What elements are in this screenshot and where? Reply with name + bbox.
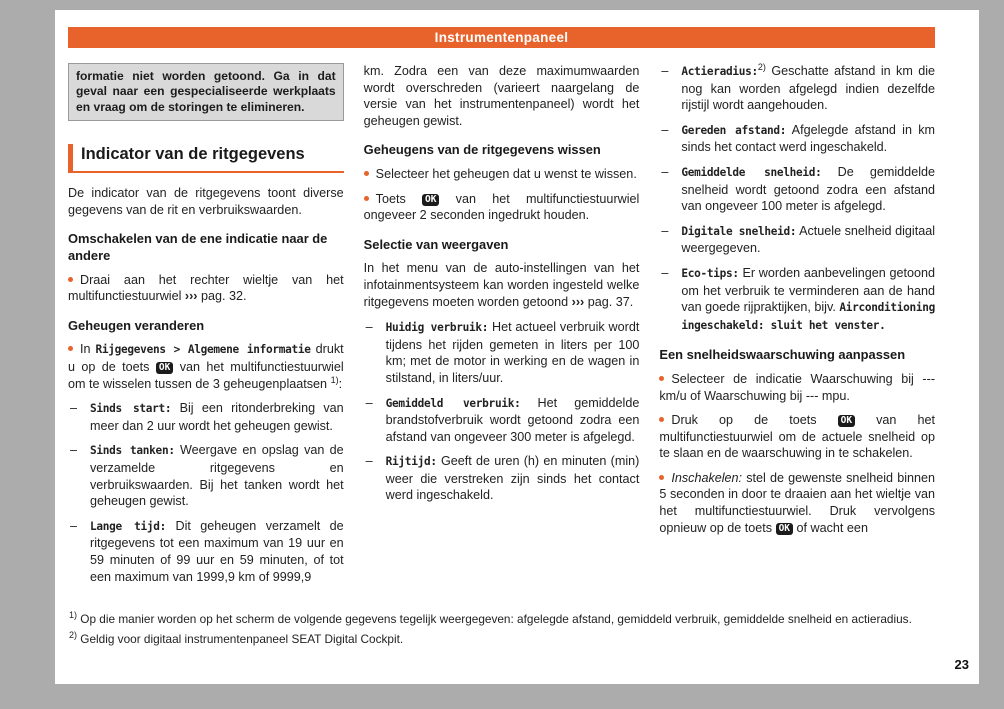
dash-item-text: Huidig verbruik: Het actueel verbruik wordt tijdens het rijden gemeten in liters per 100 km; met de motor in werking en de wagen in stilstand, in liters/uur. bbox=[385, 320, 640, 385]
footnote-1: $^{1)}$ Op die manier worden op het scherm de volgende gegevens tegelijk weergegeven: afgelegde afstand, gemiddeld verbruik, gemiddelde snelheid en actieradius. bbox=[69, 610, 912, 626]
subheading-display-selection: Selectie van weergaven bbox=[363, 236, 509, 252]
footnote-2: $^{2)}$ Geldig voor digitaal instrumentenpaneel SEAT Digital Cockpit. bbox=[69, 630, 404, 646]
bullet-text: Selecteer het geheugen dat u wenst te wissen. bbox=[375, 166, 637, 181]
dash-item-text: Gemiddelde snelheid: De gemiddelde snelheid wordt getoond zodra een afstand van ongeveer 100 meter is afgelegd. bbox=[681, 164, 936, 214]
page-number: 23 bbox=[954, 657, 969, 672]
page-content bbox=[68, 63, 935, 593]
dash-item-actieradius bbox=[659, 63, 935, 114]
bullet-marker-icon bbox=[364, 171, 369, 176]
dash-item-text: Gemiddeld verbruik: Het gemiddelde brandstofverbruik wordt getoond zodra een afstand van ongeveer 300 meter is afgelegd. bbox=[385, 395, 640, 444]
bullet-marker-icon bbox=[659, 417, 664, 422]
subheading-speed-warning: Een snelheidswaarschuwing aanpassen bbox=[659, 347, 906, 363]
dash-marker: – bbox=[365, 395, 373, 410]
dash-item-text: Sinds tanken: Weergave en opslag van de verzamelde ritgegevens en verbruikswaarden. Bij het tanken wordt het geheugen gewist. bbox=[90, 443, 344, 509]
footnotes bbox=[69, 610, 935, 650]
bullet-text: Draai aan het rechter wieltje van het multifunctiestuurwiel ››› pag. 32. bbox=[68, 272, 344, 304]
selection-intro-paragraph: In het menu van de auto-instellingen van het infotainmentsysteem kan worden ingesteld welke ritgegevens moeten worden getoond ››› pag. 37. bbox=[363, 261, 640, 309]
bullet-text: Druk op de toets OK van het multifunctiestuurwiel om de actuele snelheid op te slaan en de waarschuwing in te schakelen. bbox=[659, 413, 936, 461]
bullet-marker-icon bbox=[364, 196, 369, 201]
column-middle bbox=[364, 63, 640, 593]
dash-marker: – bbox=[661, 265, 669, 280]
dash-item-gemiddelde-snelheid bbox=[659, 164, 935, 215]
bullet-item-press-ok bbox=[659, 412, 935, 462]
subheading-switch-display: Omschakelen van de ene indicatie naar de andere bbox=[68, 231, 328, 263]
subheading-change-memory: Geheugen veranderen bbox=[68, 317, 205, 333]
dash-item-text: Sinds start: Bij een ritonderbreking van meer dan 2 uur wordt het geheugen gewist. bbox=[90, 401, 344, 433]
dash-item-text: Actieradius:$^{2)}$ Geschatte afstand in km die nog kan worden afgelegd indien dezelfde rijstijl wordt aangehouden. bbox=[681, 61, 936, 113]
chapter-header-bar bbox=[68, 27, 935, 48]
bullet-item-memory bbox=[68, 341, 344, 392]
subheading-clear-memory: Geheugens van de ritgegevens wissen bbox=[363, 142, 601, 158]
dash-item-sinds-start bbox=[68, 400, 344, 434]
bullet-marker-icon bbox=[659, 475, 664, 480]
bullet-item-select-memory bbox=[364, 166, 640, 183]
dash-item-eco-tips bbox=[659, 265, 935, 334]
dash-item-sinds-tanken bbox=[68, 442, 344, 509]
column-right bbox=[659, 63, 935, 593]
manual-page bbox=[55, 10, 979, 684]
chapter-title: Instrumentenpaneel bbox=[434, 30, 569, 45]
continuation-paragraph: km. Zodra een van deze maximumwaarden wordt overschreden (varieert naargelang de versie van het instrumentenpaneel) wordt het geheugen gewist. bbox=[363, 64, 640, 128]
dash-item-text: Eco-tips: Er worden aanbevelingen getoond om het verbruik te verminderen aan de hand van goede rijpraktijken, bijv. Airconditioning ingeschakeld: sluit het venster. bbox=[681, 265, 936, 332]
section-heading-text: Indicator van de ritgegevens bbox=[81, 145, 305, 164]
dash-item-text: Digitale snelheid: Actuele snelheid digitaal weergegeven. bbox=[681, 223, 936, 256]
dash-marker: – bbox=[70, 443, 78, 458]
bullet-text: In Rijgegevens > Algemene informatie drukt u op de toets OK van het multifunctiestuurwiel om te wisselen tussen de 3 geheugenplaatsen $^{1)}$: bbox=[68, 342, 344, 391]
dash-marker: – bbox=[661, 122, 669, 137]
dash-item-text: Rijtijd: Geeft de uren (h) en minuten (min) weer die verstreken zijn sinds het contact werd ingeschakeld. bbox=[385, 454, 640, 503]
bullet-marker-icon bbox=[68, 277, 73, 282]
dash-marker: – bbox=[365, 320, 373, 335]
dash-item-huidig-verbruik bbox=[364, 319, 640, 386]
dash-item-rijtijd bbox=[364, 453, 640, 504]
bullet-text: Inschakelen: stel de gewenste snelheid binnen 5 seconden in door te draaien aan het wieltje van het multifunctiestuurwiel. Druk vervolgens opnieuw op de toets OK of wacht een bbox=[659, 470, 936, 535]
bullet-item-switch bbox=[68, 272, 344, 305]
dash-marker: – bbox=[365, 454, 373, 469]
dash-item-text: Gereden afstand: Afgelegde afstand in km sinds het contact werd ingeschakeld. bbox=[681, 122, 935, 155]
dash-item-text: Lange tijd: Dit geheugen verzamelt de ritgegevens tot een maximum van 19 uur en 59 minuten of 99 uur en 59 minuten, of tot een maximum van 1999,9 km of 9999,9 bbox=[90, 518, 344, 584]
bullet-marker-icon bbox=[68, 346, 73, 351]
dash-item-gemiddeld-verbruik bbox=[364, 395, 640, 446]
bullet-item-hold-ok bbox=[364, 191, 640, 224]
dash-item-lange-tijd bbox=[68, 518, 344, 585]
dash-marker: – bbox=[661, 64, 669, 78]
continuation-warning-box bbox=[68, 63, 344, 121]
section-heading bbox=[68, 144, 344, 173]
dash-marker: – bbox=[661, 164, 669, 179]
continuation-warning-text: formatie niet worden getoond. Ga in dat geval naar een gespecialiseerde werkplaats en vraag om de storingen te elimineren. bbox=[76, 69, 336, 114]
dash-marker: – bbox=[70, 401, 78, 416]
bullet-item-select-warning bbox=[659, 371, 935, 404]
bullet-text: Toets OK van het multifunctiestuurwiel ongeveer 2 seconden ingedrukt houden. bbox=[363, 191, 640, 223]
bullet-text: Selecteer de indicatie Waarschuwing bij --- km/u of Waarschuwing bij --- mpu. bbox=[659, 371, 936, 403]
bullet-item-inschakelen bbox=[659, 470, 935, 536]
dash-item-gereden-afstand bbox=[659, 122, 935, 156]
bullet-marker-icon bbox=[659, 376, 664, 381]
dash-marker: – bbox=[70, 518, 78, 533]
dash-marker: – bbox=[661, 223, 669, 238]
dash-item-digitale-snelheid bbox=[659, 223, 935, 257]
column-left bbox=[68, 63, 344, 593]
intro-paragraph: De indicator van de ritgegevens toont diverse gegevens van de rit en verbruikswaarden. bbox=[68, 186, 344, 217]
